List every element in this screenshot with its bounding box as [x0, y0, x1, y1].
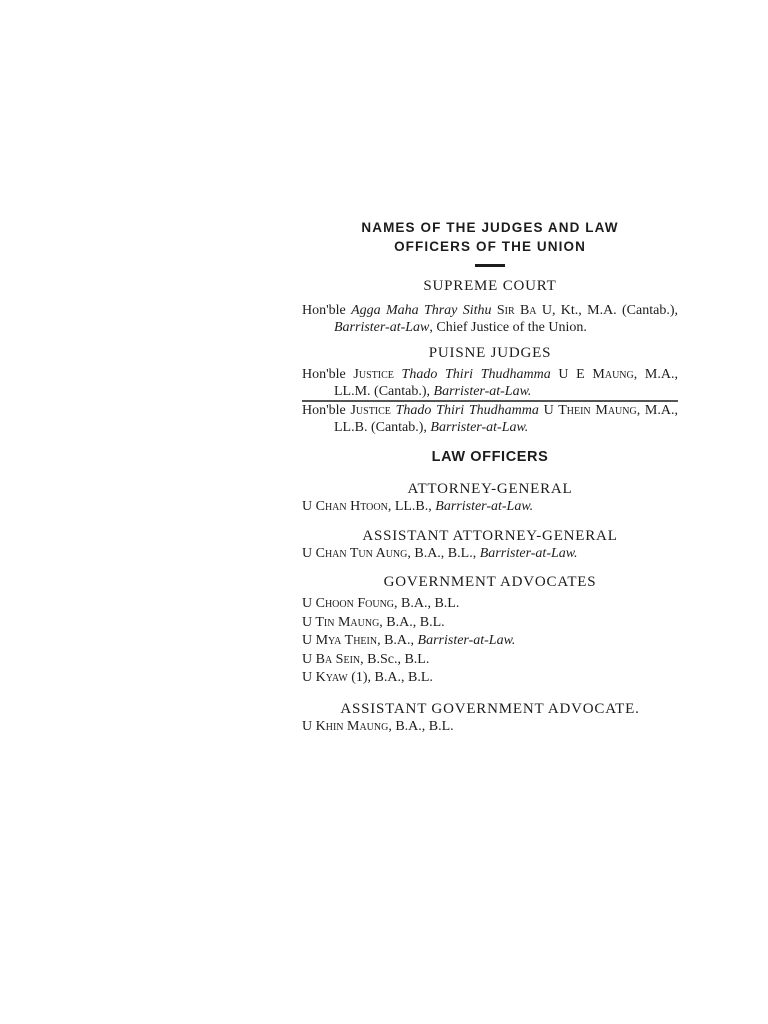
government-advocates-list	[302, 595, 678, 688]
entry-name: U Chan Htoon	[302, 499, 388, 514]
entry-prefix: Hon'ble	[302, 367, 354, 382]
document-title	[302, 218, 678, 256]
entry-quals: , B.A., B.L.	[388, 718, 454, 734]
entry-name: U Khin Maung	[302, 718, 389, 734]
entry-name: U Tin Maung	[302, 614, 380, 630]
title-line-1: NAMES OF THE JUDGES AND LAW	[361, 220, 619, 235]
entry-role: , Chief Justice of the Union.	[429, 319, 587, 335]
entry-barrister: Barrister-at-Law.	[417, 633, 516, 648]
list-item	[302, 651, 678, 670]
entry-name: U E Maung	[550, 367, 634, 382]
entry-honorific: Thado Thiri Thudhamma	[390, 403, 539, 418]
puisne-judge-entry	[302, 366, 678, 400]
title-rule	[475, 264, 505, 267]
entry-barrister: Barrister-at-Law.	[433, 384, 532, 399]
list-item	[302, 632, 678, 651]
entry-quals: , B.A.,	[377, 633, 418, 648]
entry-prefix: Hon'ble	[302, 303, 352, 318]
entry-name: U Thein Maung	[538, 403, 637, 418]
puisne-judges-heading: PUISNE JUDGES	[428, 345, 552, 361]
entry-name: U Ba Sein	[302, 651, 361, 667]
entry-name: Sir Ba U	[491, 303, 552, 318]
assistant-government-advocate-heading: ASSISTANT GOVERNMENT ADVOCATE.	[340, 700, 640, 717]
list-item	[302, 595, 678, 614]
entry-name: U Kyaw (1)	[302, 670, 368, 685]
entry-justice: Justice	[350, 403, 391, 418]
entry-prefix: Hon'ble	[302, 403, 351, 418]
entry-barrister: Barrister-at-Law.	[430, 420, 529, 435]
assistant-attorney-general-entry	[302, 545, 678, 564]
entry-quals: , B.A., B.L.	[379, 614, 445, 630]
entry-quals: , LL.B.,	[387, 499, 436, 514]
list-item	[302, 614, 678, 633]
entry-quals: , M.A., LL.M. (Cantab.),	[334, 367, 678, 399]
entry-quals: , B.A., B.L.,	[407, 545, 480, 561]
entry-barrister: Barrister-at-Law.	[435, 499, 534, 514]
entry-honorific: Agga Maha Thray Sithu	[351, 303, 492, 318]
document-column	[302, 218, 678, 736]
assistant-attorney-general-heading: ASSISTANT ATTORNEY-GENERAL	[362, 527, 618, 544]
chief-justice-entry	[302, 303, 678, 336]
law-officers-heading: LAW OFFICERS	[431, 449, 549, 465]
supreme-court-heading: SUPREME COURT	[423, 278, 557, 294]
title-line-2: OFFICERS OF THE UNION	[394, 239, 586, 254]
assistant-government-advocate-entry	[302, 718, 678, 737]
entry-quals: , Kt., M.A. (Cantab.),	[551, 303, 678, 318]
entry-honorific: Thado Thiri Thudhamma	[393, 367, 551, 382]
entry-quals: , B.A., B.L.	[394, 596, 460, 611]
entry-name: U Choon Foung	[302, 596, 395, 611]
entry-barrister: Barrister-at-Law.	[479, 545, 578, 561]
entry-barrister: Barrister-at-Law	[334, 319, 430, 335]
list-item	[302, 669, 678, 688]
entry-justice: Justice	[353, 367, 394, 382]
entry-quals: , M.A., LL.B. (Cantab.),	[334, 403, 678, 435]
entry-name: U Mya Thein	[302, 633, 378, 648]
government-advocates-heading: GOVERNMENT ADVOCATES	[383, 574, 597, 590]
entry-name: U Chan Tun Aung	[302, 545, 408, 561]
entry-quals: , B.Sc., B.L.	[360, 651, 430, 667]
entry-quals: , B.A., B.L.	[367, 670, 433, 685]
attorney-general-entry	[302, 498, 678, 517]
puisne-judge-entry	[302, 402, 678, 436]
attorney-general-heading: ATTORNEY-GENERAL	[407, 481, 573, 497]
